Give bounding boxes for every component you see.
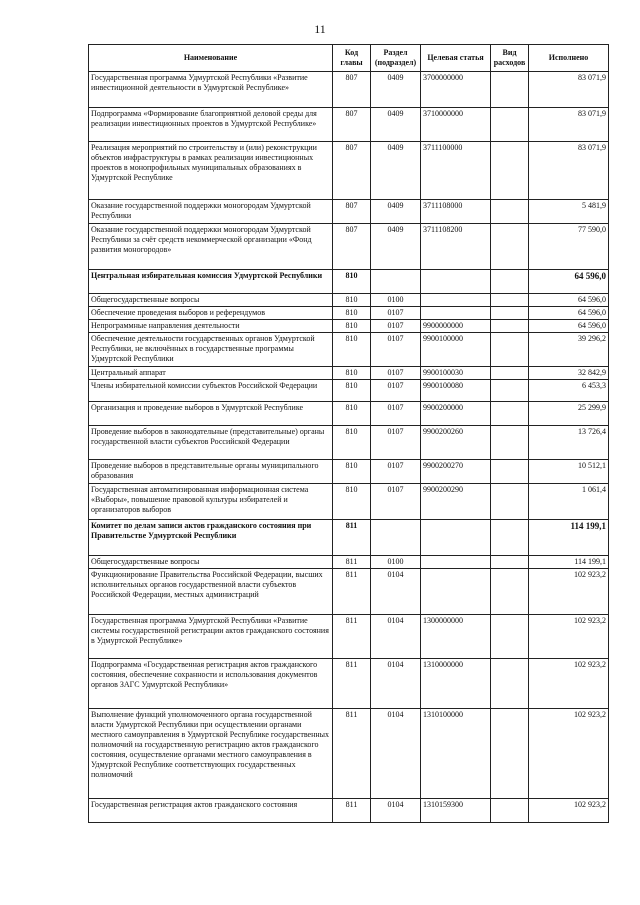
row-name-cell: Подпрограмма «Формирование благоприятной деловой среды для реализации инвестиционных проектов в Удмуртской Республике» <box>89 108 333 142</box>
row-expense-type-cell <box>491 108 529 142</box>
row-name-cell: Проведение выборов в законодательные (представительные) органы государственной власти субъектов Российской Федерации <box>89 426 333 460</box>
row-target-cell <box>421 520 491 556</box>
table-row <box>89 484 609 520</box>
header-target: Целевая статья <box>421 45 491 72</box>
row-target-cell: 1310159300 <box>421 799 491 823</box>
row-section-cell: 0107 <box>371 460 421 484</box>
row-target-cell: 1310100000 <box>421 709 491 799</box>
row-amount-cell: 102 923,2 <box>529 569 609 615</box>
row-expense-type-cell <box>491 426 529 460</box>
row-name-cell: Обеспечение проведения выборов и референдумов <box>89 307 333 320</box>
row-expense-type-cell <box>491 320 529 333</box>
row-amount-cell: 64 596,0 <box>529 270 609 294</box>
row-expense-type-cell <box>491 380 529 402</box>
row-expense-type-cell <box>491 333 529 367</box>
row-section-cell: 0104 <box>371 569 421 615</box>
row-name-cell: Непрограммные направления деятельности <box>89 320 333 333</box>
row-amount-cell: 64 596,0 <box>529 307 609 320</box>
row-amount-cell: 83 071,9 <box>529 142 609 200</box>
row-name-cell: Подпрограмма «Государственная регистрация актов гражданского состояния, обеспечение сохранности и использования документов органов ЗАГС Удмуртской Республики» <box>89 659 333 709</box>
row-expense-type-cell <box>491 569 529 615</box>
table-row <box>89 659 609 709</box>
row-name-cell: Центральная избирательная комиссия Удмуртской Республики <box>89 270 333 294</box>
row-code-cell: 811 <box>333 659 371 709</box>
row-target-cell: 3711108000 <box>421 200 491 224</box>
row-target-cell <box>421 270 491 294</box>
row-section-cell: 0104 <box>371 615 421 659</box>
row-name-cell: Общегосударственные вопросы <box>89 294 333 307</box>
row-expense-type-cell <box>491 72 529 108</box>
row-code-cell: 811 <box>333 569 371 615</box>
row-amount-cell: 77 590,0 <box>529 224 609 270</box>
row-code-cell: 810 <box>333 380 371 402</box>
row-amount-cell: 13 726,4 <box>529 426 609 460</box>
row-section-cell: 0409 <box>371 142 421 200</box>
row-expense-type-cell <box>491 294 529 307</box>
row-amount-cell: 102 923,2 <box>529 659 609 709</box>
row-target-cell: 9900200260 <box>421 426 491 460</box>
row-name-cell: Оказание государственной поддержки моногородам Удмуртской Республики <box>89 200 333 224</box>
row-section-cell: 0107 <box>371 402 421 426</box>
row-code-cell: 807 <box>333 72 371 108</box>
row-code-cell: 810 <box>333 333 371 367</box>
row-expense-type-cell <box>491 799 529 823</box>
table-row <box>89 108 609 142</box>
row-code-cell: 807 <box>333 108 371 142</box>
row-target-cell: 9900100000 <box>421 333 491 367</box>
row-name-cell: Функционирование Правительства Российской Федерации, высших исполнительных органов государственной власти субъектов Российской Федерации, местных администраций <box>89 569 333 615</box>
row-name-cell: Проведение выборов в представительные органы муниципального образования <box>89 460 333 484</box>
row-amount-cell: 6 453,3 <box>529 380 609 402</box>
row-section-cell: 0107 <box>371 484 421 520</box>
row-code-cell: 810 <box>333 367 371 380</box>
row-section-cell <box>371 520 421 556</box>
table-row <box>89 200 609 224</box>
row-amount-cell: 83 071,9 <box>529 108 609 142</box>
row-target-cell: 9900200270 <box>421 460 491 484</box>
row-name-cell: Обеспечение деятельности государственных органов Удмуртской Республики, не включённых в государственные программы Удмуртской Республики <box>89 333 333 367</box>
table-row <box>89 224 609 270</box>
row-code-cell: 811 <box>333 709 371 799</box>
row-expense-type-cell <box>491 556 529 569</box>
row-expense-type-cell <box>491 270 529 294</box>
table-row <box>89 142 609 200</box>
table-row <box>89 72 609 108</box>
row-target-cell: 9900100080 <box>421 380 491 402</box>
table-row <box>89 556 609 569</box>
row-target-cell <box>421 294 491 307</box>
row-code-cell: 807 <box>333 224 371 270</box>
row-amount-cell: 10 512,1 <box>529 460 609 484</box>
header-code: Код главы <box>333 45 371 72</box>
row-code-cell: 811 <box>333 799 371 823</box>
row-section-cell: 0107 <box>371 367 421 380</box>
table-body <box>89 72 609 823</box>
table-row <box>89 520 609 556</box>
row-name-cell: Центральный аппарат <box>89 367 333 380</box>
table-row <box>89 460 609 484</box>
row-amount-cell: 39 296,2 <box>529 333 609 367</box>
row-expense-type-cell <box>491 367 529 380</box>
row-section-cell: 0104 <box>371 659 421 709</box>
row-section-cell: 0107 <box>371 426 421 460</box>
row-target-cell <box>421 307 491 320</box>
row-section-cell: 0107 <box>371 333 421 367</box>
header-expense-type: Вид расходов <box>491 45 529 72</box>
row-code-cell: 810 <box>333 270 371 294</box>
row-expense-type-cell <box>491 659 529 709</box>
row-expense-type-cell <box>491 520 529 556</box>
row-target-cell: 3711100000 <box>421 142 491 200</box>
table-row <box>89 799 609 823</box>
row-expense-type-cell <box>491 460 529 484</box>
row-amount-cell: 5 481,9 <box>529 200 609 224</box>
table-row <box>89 402 609 426</box>
row-code-cell: 810 <box>333 402 371 426</box>
row-expense-type-cell <box>491 709 529 799</box>
row-name-cell: Члены избирательной комиссии субъектов Российской Федерации <box>89 380 333 402</box>
table-row <box>89 320 609 333</box>
row-amount-cell: 102 923,2 <box>529 615 609 659</box>
row-name-cell: Комитет по делам записи актов гражданского состояния при Правительстве Удмуртской Республики <box>89 520 333 556</box>
row-code-cell: 810 <box>333 426 371 460</box>
row-name-cell: Реализация мероприятий по строительству и (или) реконструкции объектов инфраструктуры в рамках реализации инвестиционных проектов в монопрофильных муниципальных образованиях в Удмуртской Республике <box>89 142 333 200</box>
row-target-cell: 1310000000 <box>421 659 491 709</box>
row-section-cell: 0100 <box>371 294 421 307</box>
row-name-cell: Государственная программа Удмуртской Республики «Развитие системы государственной регистрации актов гражданского состояния в Удмуртской Республике» <box>89 615 333 659</box>
table-row <box>89 569 609 615</box>
header-section: Раздел (подраздел) <box>371 45 421 72</box>
row-section-cell: 0107 <box>371 307 421 320</box>
row-name-cell: Государственная программа Удмуртской Республики «Развитие инвестиционной деятельности в Удмуртской Республике» <box>89 72 333 108</box>
row-target-cell: 1300000000 <box>421 615 491 659</box>
row-name-cell: Оказание государственной поддержки моногородам Удмуртской Республики за счёт средств некоммерческой организации «Фонд развития моногородов» <box>89 224 333 270</box>
row-code-cell: 807 <box>333 200 371 224</box>
row-section-cell: 0104 <box>371 799 421 823</box>
table-header-row <box>89 45 609 72</box>
row-name-cell: Выполнение функций уполномоченного органа государственной власти Удмуртской Республики при осуществлении органами местного самоуправления в Удмуртской Республике государственных полномочий на государственную регистрацию актов гражданского состояния, осуществление органами местного самоуправления в Удмуртской Республике соответствующих государственных полномочий <box>89 709 333 799</box>
row-amount-cell: 102 923,2 <box>529 709 609 799</box>
table-row <box>89 294 609 307</box>
row-amount-cell: 64 596,0 <box>529 294 609 307</box>
row-amount-cell: 1 061,4 <box>529 484 609 520</box>
header-name: Наименование <box>89 45 333 72</box>
row-code-cell: 810 <box>333 320 371 333</box>
row-code-cell: 810 <box>333 294 371 307</box>
row-amount-cell: 64 596,0 <box>529 320 609 333</box>
row-amount-cell: 114 199,1 <box>529 556 609 569</box>
row-section-cell <box>371 270 421 294</box>
table-row <box>89 426 609 460</box>
row-target-cell: 9900200290 <box>421 484 491 520</box>
row-code-cell: 810 <box>333 307 371 320</box>
row-section-cell: 0107 <box>371 380 421 402</box>
row-target-cell <box>421 556 491 569</box>
header-executed: Исполнено <box>529 45 609 72</box>
row-name-cell: Организация и проведение выборов в Удмуртской Республике <box>89 402 333 426</box>
row-target-cell: 9900100030 <box>421 367 491 380</box>
table-row <box>89 615 609 659</box>
row-target-cell: 3700000000 <box>421 72 491 108</box>
table-row <box>89 307 609 320</box>
row-section-cell: 0409 <box>371 72 421 108</box>
row-expense-type-cell <box>491 615 529 659</box>
row-name-cell: Общегосударственные вопросы <box>89 556 333 569</box>
row-section-cell: 0409 <box>371 200 421 224</box>
row-expense-type-cell <box>491 142 529 200</box>
row-target-cell: 9900000000 <box>421 320 491 333</box>
row-code-cell: 810 <box>333 484 371 520</box>
row-section-cell: 0409 <box>371 108 421 142</box>
row-amount-cell: 102 923,2 <box>529 799 609 823</box>
row-amount-cell: 114 199,1 <box>529 520 609 556</box>
table-row <box>89 333 609 367</box>
row-expense-type-cell <box>491 200 529 224</box>
row-expense-type-cell <box>491 224 529 270</box>
row-amount-cell: 83 071,9 <box>529 72 609 108</box>
row-amount-cell: 32 842,9 <box>529 367 609 380</box>
row-code-cell: 810 <box>333 460 371 484</box>
table-row <box>89 709 609 799</box>
row-target-cell: 3711108200 <box>421 224 491 270</box>
row-target-cell <box>421 569 491 615</box>
budget-table <box>88 44 609 823</box>
row-name-cell: Государственная автоматизированная информационная система «Выборы», повышение правовой культуры избирателей и организаторов выборов <box>89 484 333 520</box>
row-expense-type-cell <box>491 402 529 426</box>
row-section-cell: 0100 <box>371 556 421 569</box>
row-section-cell: 0104 <box>371 709 421 799</box>
row-target-cell: 3710000000 <box>421 108 491 142</box>
row-amount-cell: 25 299,9 <box>529 402 609 426</box>
table-row <box>89 270 609 294</box>
table-row <box>89 367 609 380</box>
row-code-cell: 811 <box>333 615 371 659</box>
row-section-cell: 0107 <box>371 320 421 333</box>
page-number: 11 <box>314 22 326 36</box>
row-code-cell: 807 <box>333 142 371 200</box>
row-expense-type-cell <box>491 484 529 520</box>
row-name-cell: Государственная регистрация актов гражданского состояния <box>89 799 333 823</box>
row-section-cell: 0409 <box>371 224 421 270</box>
row-target-cell: 9900200000 <box>421 402 491 426</box>
row-expense-type-cell <box>491 307 529 320</box>
table-row <box>89 380 609 402</box>
row-code-cell: 811 <box>333 556 371 569</box>
row-code-cell: 811 <box>333 520 371 556</box>
